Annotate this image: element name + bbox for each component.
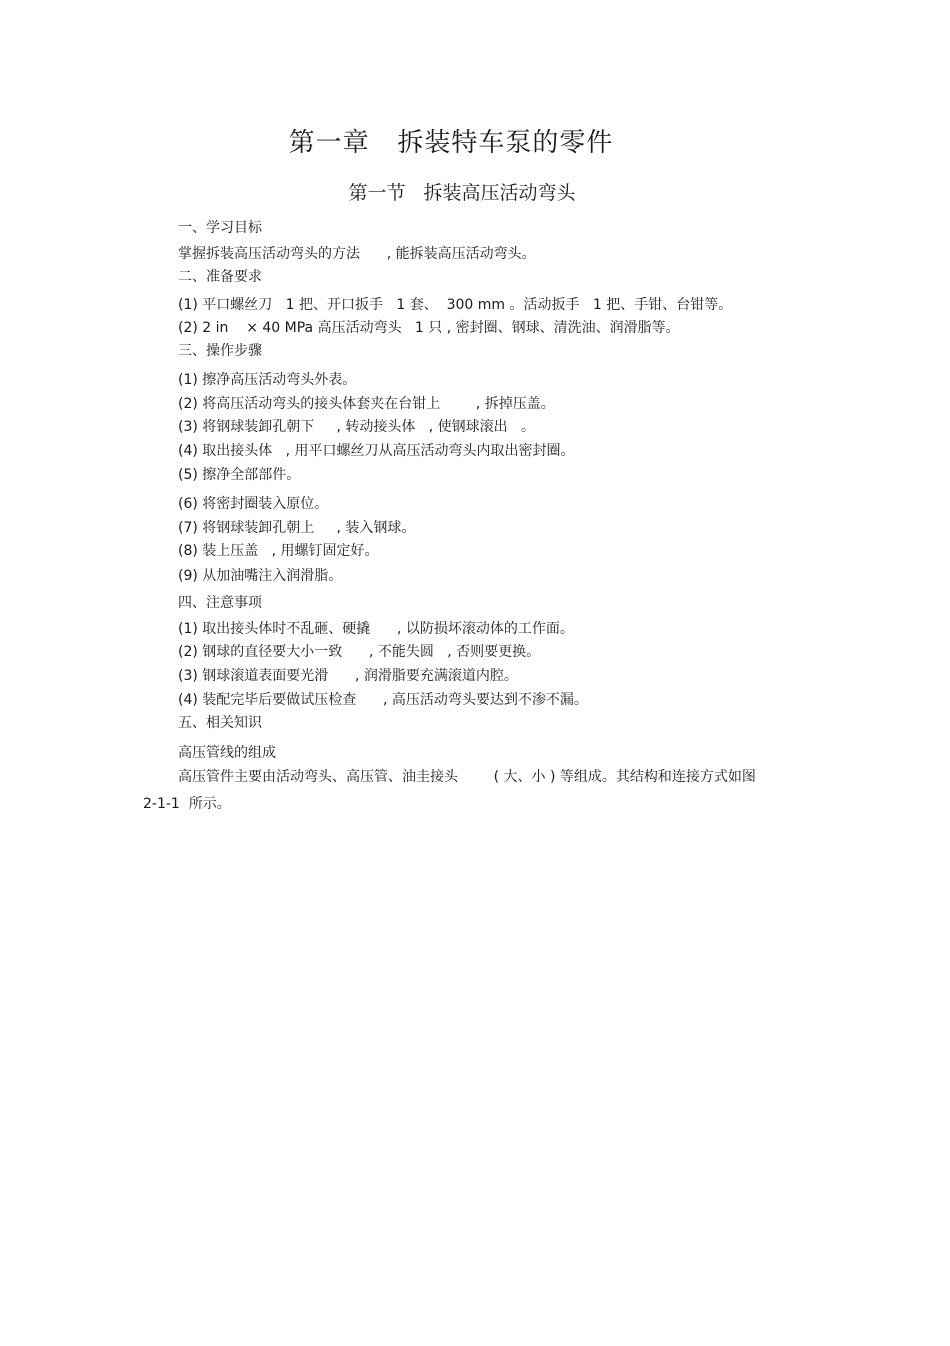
list-item: (2) 钢球的直径要大小一致 , 不能失圆 , 否则要更换。 [178,644,541,660]
paragraph-line: 掌握拆装高压活动弯头的方法 , 能拆装高压活动弯头。 [178,246,536,262]
paragraph-line: 2-1-1 所示。 [143,796,231,812]
list-item: (1) 取出接头体时不乱砸、硬撬 , 以防损坏滚动体的工作面。 [178,621,574,637]
list-item: (1) 平口螺丝刀 1 把、开口扳手 1 套、 300 mm 。活动扳手 1 把、手钳、台钳等。 [178,297,733,313]
list-item: (7) 将钢球装卸孔朝上 , 装入钢球。 [178,520,416,536]
heading-learning-objectives: 一、学习目标 [178,220,262,236]
list-item: (1) 擦净高压活动弯头外表。 [178,372,357,388]
paragraph-line: 高压管件主要由活动弯头、高压管、油圭接头 ( 大、小 ) 等组成。其结构和连接方式如图 [178,769,756,785]
subheading: 高压管线的组成 [178,745,276,761]
list-item: (3) 钢球滚道表面要光滑 , 润滑脂要充满滚道内腔。 [178,668,518,684]
list-item: (4) 取出接头体 , 用平口螺丝刀从高压活动弯头内取出密封圈。 [178,443,575,459]
section-title: 第一节 拆装高压活动弯头 [348,182,576,204]
heading-preparation: 二、准备要求 [178,269,262,285]
list-item: (6) 将密封圈装入原位。 [178,496,329,512]
list-item: (2) 将高压活动弯头的接头体套夹在台钳上 , 拆掉压盖。 [178,396,555,412]
heading-operation-steps: 三、操作步骤 [178,343,262,359]
heading-precautions: 四、注意事项 [178,595,262,611]
chapter-title: 第一章 拆装特车泵的零件 [288,128,614,158]
list-item: (4) 装配完毕后要做试压检查 , 高压活动弯头要达到不渗不漏。 [178,692,588,708]
heading-related-knowledge: 五、相关知识 [178,715,262,731]
list-item: (5) 擦净全部部件。 [178,467,301,483]
list-item: (3) 将钢球装卸孔朝下 , 转动接头体 , 使钢球滚出 。 [178,419,536,435]
list-item: (9) 从加油嘴注入润滑脂。 [178,568,343,584]
list-item: (8) 装上压盖 , 用螺钉固定好。 [178,543,379,559]
list-item: (2) 2 in × 40 MPa 高压活动弯头 1 只 , 密封圈、钢球、清洗油、润滑脂等。 [178,320,680,336]
